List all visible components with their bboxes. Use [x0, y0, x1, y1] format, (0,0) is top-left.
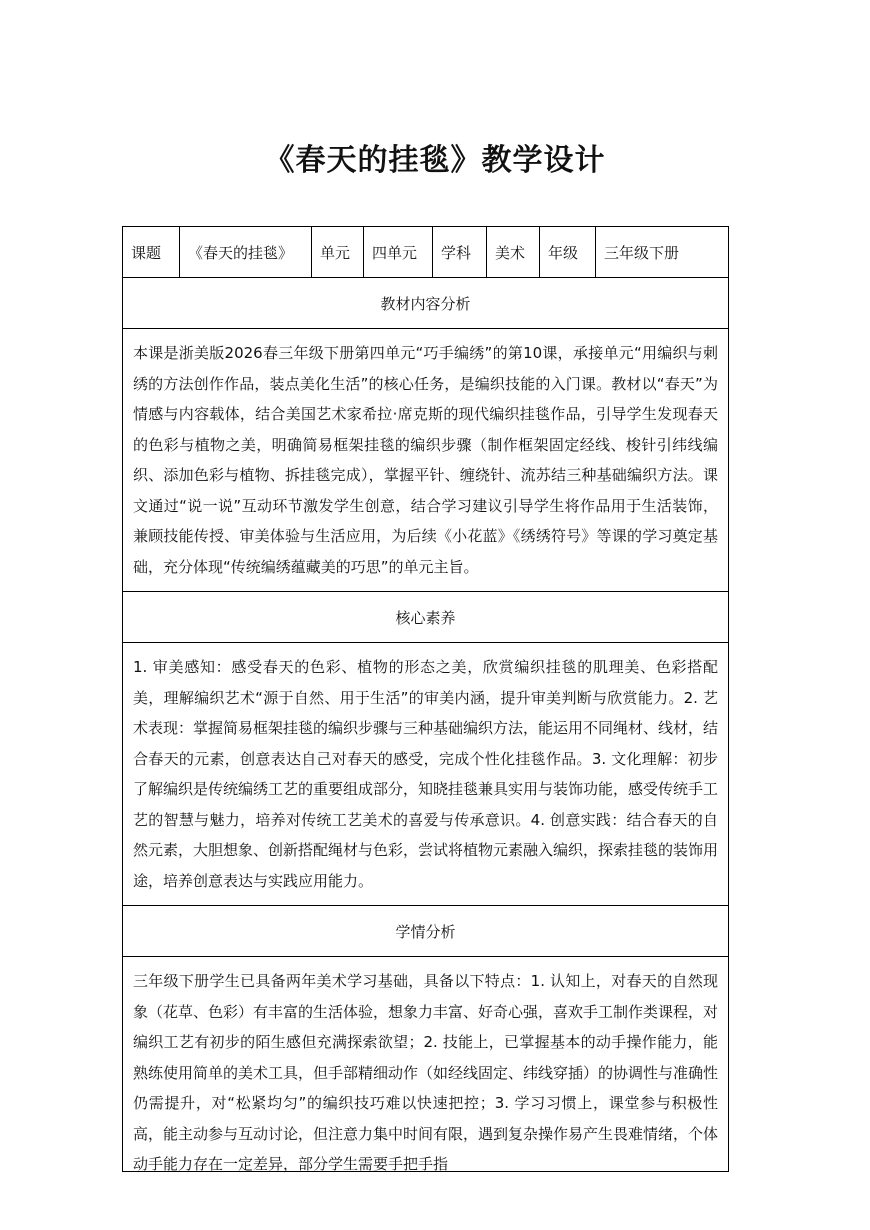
unit-label: 单元: [312, 227, 364, 278]
grade-label: 年级: [540, 227, 596, 278]
lesson-plan-table: [122, 226, 729, 1172]
student-analysis-cell: [123, 957, 729, 1172]
material-analysis-text: 本课是浙美版2026春三年级下册第四单元“巧手编绣”的第10课，承接单元“用编织与刺绣的方法创作作品，装点美化生活”的核心任务，是编织技能的入门课。教材以“春天”为情感与内容载体，结合美国艺术家希拉·席克斯的现代编织挂毯作品，引导学生发现春天的色彩与植物之美，明确简易框架挂毯的编织步骤（制作框架固定经线、梭针引纬线编织、添加色彩与植物、拆挂毯完成），掌握平针、缠绕针、流苏结三种基础编织方法。课文通过“说一说”互动环节激发学生创意，结合学习建议引导学生将作品用于生活装饰，兼顾技能传授、审美体验与生活应用，为后续《小花蓝》《绣绣符号》等课的学习奠定基础，充分体现“传统编绣蕴藏美的巧思”的单元主旨。: [123, 329, 729, 592]
student-analysis-header-row: [123, 906, 729, 957]
subject-value: 美术: [487, 227, 540, 278]
subject-label: 学科: [433, 227, 487, 278]
core-literacy-body-row: [123, 643, 729, 906]
lesson-label: 课题: [123, 227, 180, 278]
grade-value: 三年级下册: [596, 227, 729, 278]
core-literacy-text: 1. 审美感知：感受春天的色彩、植物的形态之美，欣赏编织挂毯的肌理美、色彩搭配美，理解编织艺术“源于自然、用于生活”的审美内涵，提升审美判断与欣赏能力。2. 艺术表现：掌握简易框架挂毯的编织步骤与三种基础编织方法，能运用不同绳材、线材，结合春天的元素，创意表达自己对春天的感受，完成个性化挂毯作品。3. 文化理解：初步了解编织是传统编绣工艺的重要组成部分，知晓挂毯兼具实用与装饰功能，感受传统手工艺的智慧与魅力，培养对传统工艺美术的喜爱与传承意识。4. 创意实践：结合春天的自然元素，大胆想象、创新搭配绳材与色彩，尝试将植物元素融入编织，探索挂毯的装饰用途，培养创意表达与实践应用能力。: [123, 643, 729, 906]
material-analysis-body-row: [123, 329, 729, 592]
material-analysis-header-row: [123, 278, 729, 329]
document-title: 《春天的挂毯》教学设计: [264, 143, 606, 178]
student-analysis-heading: 学情分析: [123, 906, 729, 957]
lesson-info-row: [123, 227, 729, 278]
student-analysis-body-row: [123, 957, 729, 1172]
core-literacy-header-row: [123, 592, 729, 643]
unit-value: 四单元: [364, 227, 433, 278]
lesson-value: 《春天的挂毯》: [180, 227, 312, 278]
student-analysis-text: 三年级下册学生已具备两年美术学习基础，具备以下特点：1. 认知上，对春天的自然现象（花草、色彩）有丰富的生活体验，想象力丰富、好奇心强，喜欢手工制作类课程，对编织工艺有初步的陌生感但充满探索欲望；2. 技能上，已掌握基本的动手操作能力，能熟练使用简单的美术工具，但手部精细动作（如经线固定、纬线穿插）的协调性与准确性仍需提升，对“松紧均匀”的编织技巧难以快速把控；3. 学习习惯上，课堂参与积极性高，能主动参与互动讨论，但注意力集中时间有限，遇到复杂操作易产生畏难情绪，个体动手能力存在一定差异，部分学生需要手把手指: [133, 972, 719, 1173]
core-literacy-heading: 核心素养: [123, 592, 729, 643]
material-analysis-heading: 教材内容分析: [123, 278, 729, 329]
